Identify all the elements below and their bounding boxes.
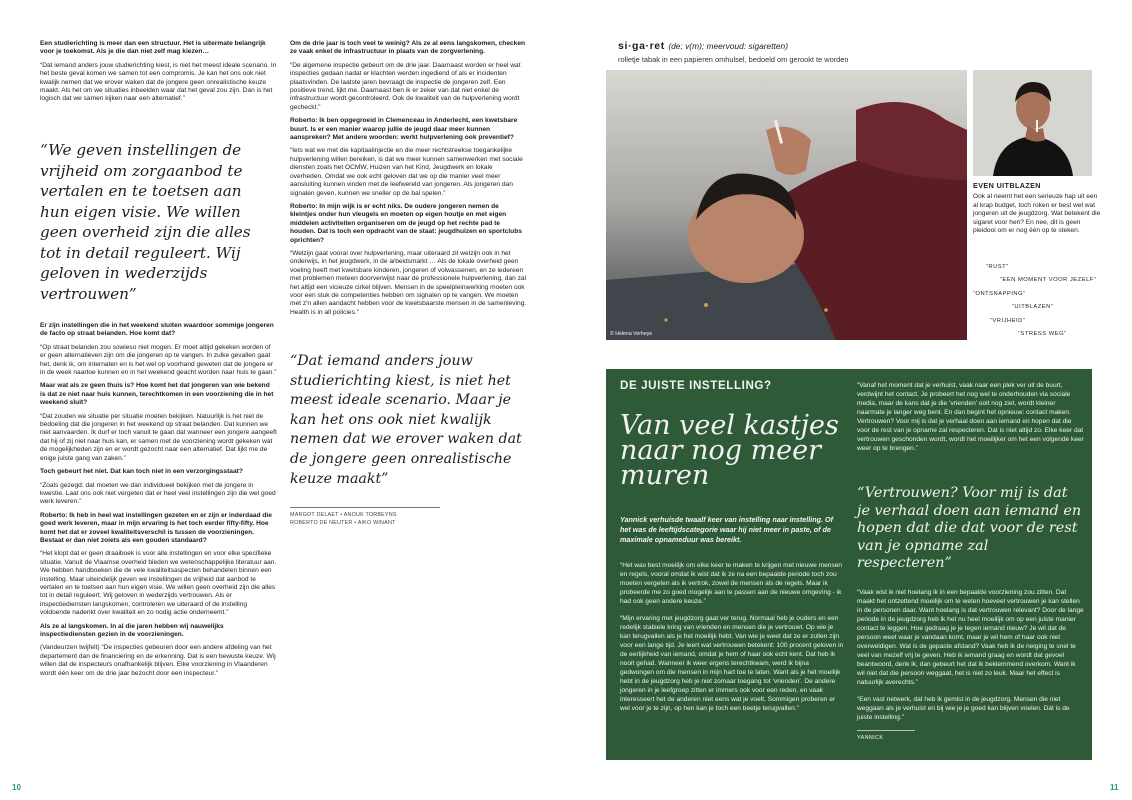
answer-no-home: “Dat zouden we situatie per situatie moeten bekijken. Natuurlijk is het niet de bedoeling dat die jongeren in het weekend op straat belanden. Dat kunnen we niet aanvaarden. Ik durf er toch vanuit te gaan dat wanneer een jongere aangeeft dat hij of zij niet naar huis kan, er samen met de voorziening wordt gekeken wat de mogelijkheden zijn en er wordt gezocht naar een alternatief. Dat lijkt me de enige juiste gang van zaken.” (40, 412, 277, 462)
green-box-yannick (606, 369, 1092, 760)
question-quality: Roberto: Ik heb in heel wat instellingen gezeten en er zijn er inderdaad die goed werk leveren, maar in mijn ervaring is het toch eerder fifty-fifty. Hoe komt het dat er zoveel kwaliteitsverschil is tussen de voorzieningen. Bestaat er dan niet zoiets als een gouden standaard? (40, 511, 272, 544)
green-paragraph-2: “Mijn ervaring met jeugdzorg gaat ver terug. Normaal heb je ouders en een redelijk stabiele kring van vrienden en mensen die je vertrouwt. Op wie je kan terugvallen als je het moeilijk hebt. Van wie je weet dat ze er zullen zijn voor een lange tijd. Je leert wat vertrouwen betekent: 100 procent geloven in de eerlijkheid van iemand, omdat je hem of haar ook echt kent. Dat heb ik nooit gehad. Wanneer ik weer ergens terechtkwam, werd ik bijna gedwongen om die mensen in mijn hart toe te laten. Want als je het moeilijk hebt in de jeugdzorg heb je niet zomaar toegang tot ‘vrienden’. De andere jongeren in je leefgroep zitten er immers ook voor een reden, en vaak interesseert het de anderen niet eens wat je voelt. Sommigen proberen er wel voor je te zijn, op hen kan je toch een beetje terugvallen.” (620, 615, 844, 712)
tag-ontsnapping: “ONTSNAPPING” (973, 291, 1026, 297)
author-credits (290, 507, 440, 527)
credits-line-1: MARGOT DELAET • ANOUK TORBEYNS (290, 512, 397, 518)
headword-grammar: (de; v(m); meervoud: sigaretten) (668, 41, 788, 51)
green-box-title: Van veel kastjes naar nog meer muren (620, 410, 839, 491)
sidebar-text: Ook al neemt het een serieuze hap uit een al krap budget, toch roken er best wel wat jongeren uit de jeugdzorg. Wat betekent die sigaret voor hen? En nee, dit is geen pleidooi om er nog één op te steken. (973, 193, 1101, 235)
pull-quote-study-choice: “Dat iemand anders jouw studierichting kiest, is niet het meest ideale scenario. Maar je kan het ons ook niet kwalijk nemen dat we erover waken dat de jongere geen onrealistische keuze maakt” (290, 353, 522, 487)
tag-moment: “EEN MOMENT VOOR JEZELF” (1000, 277, 1097, 283)
sidebar-heading: EVEN UITBLAZEN (973, 181, 1041, 190)
question-no-home: Maar wat als ze geen thuis is? Hoe komt het dat jongeren van wie bekend is dat ze niet naar huis kunnen, terechtkomen in een voorziening die in het weekend sluit? (40, 382, 274, 407)
dictionary-definition: rolletje tabak in een papieren omhulsel, bedoeld om gerookt te worden (618, 55, 849, 64)
question-neighbourhood: Roberto: In mijn wijk is er echt niks. De oudere jongeren nemen de kleintjes onder hun vleugels en moeten op eigen houtje en met eigen middelen activiteiten organiseren om de jeugd op het rechte pad te houden. Dat is toch een opdracht van de staat: jeugdhuizen en sportclubs oprichten? (290, 202, 522, 244)
intro-question: Een studierichting is meer dan een structuur. Het is uitermate belangrijk voor je toekomst. Als je die dan niet zelf mag kiezen… (40, 40, 266, 56)
headword: si·ga·ret (618, 40, 665, 52)
answer-preventive: “Iets wat we met die kapitaalinjectie en die meer rechtstreekse toegankelijke hulpverlening willen bereiken, is dat we meer kunnen samenwerken met sociale diensten zoals het OCMW, Huizen van het Kind, Jeugdwerk en lokale overheden. Omdat we ook echt geloven dat we op die manier veel meer aansluiting kunnen vinden met de leefwereld van jongeren. Als jongeren dan signalen geven, kunnen we sneller op de bal spelen.” (290, 147, 523, 197)
photo-man-smoking-portrait (973, 70, 1092, 176)
pull-quote-freedom: “We geven instellingen de vrijheid om zorgaanbod te vertalen en te toetsen aan hun eigen visie. We willen geen overheid zijn die alles tot in detail reguleert. Wij geloven in wederzijds vertrouwen” (40, 141, 251, 303)
green-paragraph-5: “Een vast netwerk, dat heb ik gemist in de jeugdzorg. Mensen die niet weggaan als je verhuist en bij wie je je goed kan blijven voelen. Dát is de juiste instelling.” (857, 696, 1070, 721)
question-three-years: Om de drie jaar is toch veel te weinig? Als ze al eens langskomen, checken ze vaak enkel de infrastructuur in plaats van de zorgverlening. (290, 40, 526, 56)
green-box-column-2-bottom (857, 588, 1085, 743)
photo-side-illustration (973, 70, 1092, 176)
green-box-kicker: DE JUISTE INSTELLING? (620, 379, 772, 392)
left-column-1 (40, 40, 277, 109)
left-column-1-lower (40, 322, 277, 683)
green-paragraph-3: “Vanaf het moment dat je verhuist, vaak naar een plek ver uit de buurt, verdwijnt het contact. Je probeert het nog wel te onderhouden via sociale media, maar de kans dat je die ‘vrienden’ ooit nog ziet, wordt kleiner naarmate je langer weg bent. En dan begint het opnieuw: contact maken. Vertrouwen? Voor mij is dat je verhaal doen aan iemand en hopen dat die voor de rest van je opname zal respecteren. Dat is niet altijd zo. Elke keer dat vertrouwen geschonden wordt, wordt het moeilijker om het een volgende keer weer op te brengen.” (857, 382, 1084, 452)
green-pull-quote: “Vertrouwen? Voor mij is dat je verhaal doen aan iemand en hopen dat die dat voor de rest van je opname zal respecteren” (857, 485, 1082, 572)
green-paragraph-4: “Vaak wist ik niet hoelang ik in een bepaalde voorziening zou zitten. Dat maakt het ontzettend moeilijk om te weten hoeveel vertrouwen je kan stellen in de personen daar. Want hoelang is dat vertrouwen relevant? Door de lange periode in de jeugdzorg heb ik het nu heel moeilijk om op een juiste manier contact te leggen. Hoe gedraag je je tegen iemand nieuw? Je wil dat de persoon weet waar je vandaan komt, maar je wil hem of haar ook niet overweldigen. Wat is de gepaste afstand? Vaak heb ik de neiging te snel te veel van mezelf vrij te geven. Heb ik iemand graag en wordt dat gevoel beantwoord, denk ik, dan gebeurt het dat ik beklemmend overkom. Want ik wil niet dat die persoon weggaat, het is niet zo leuk. Maar het effect is natuurlijk averechts.” (857, 589, 1084, 686)
green-box-column-1 (620, 561, 844, 721)
answer-welfare-state: “Zoals gezegd: dat moeten we dan individueel bekijken met de jongere in kwestie. Laat ons ook niet vergeten dat er heel veel instellingen zijn die wel goed werk leveren.” (40, 481, 276, 506)
page-number-right: 11 (1110, 783, 1119, 792)
green-box-column-2-top (857, 381, 1085, 461)
tag-rust: “RUST” (986, 264, 1009, 270)
question-weekend: Er zijn instellingen die in het weekend sluiten waardoor sommige jongeren de facto op straat belanden. Hoe komt dat? (40, 322, 274, 338)
green-paragraph-1: “Het was best moeilijk om elke keer te maken te krijgen met nieuwe mensen en regels, vooral omdat ik wist dat ik ze na een bepaalde periode toch zou moeten vergeten als ik vertrok, zowel de mensen als de regels. Maar ik probeerde me zo goed mogelijk aan te passen aan de nieuwe omgeving - ik had ook geen andere keuze.” (620, 562, 843, 605)
answer-quality: “Het klopt dat er geen draaiboek is voor alle instellingen en voor elke specifieke situatie. Vanuit de Vlaamse overheid bieden we wetenschappelijke literatuur aan. We hebben handboeken die de vele kwaliteitsaspecten behandelen binnen een instelling. Maar uiteindelijk geven we instellingen de vrijheid dat aanbod te vertalen en te toetsen aan hun eigen visie. We willen geen overheid zijn die alles tot in detail reguleert. Wij geloven in wederzijds vertrouwen. Als er inspectiediensten langskomen, controleren we uiteraard of de instelling voldoende nadenkt over kwaliteit en zo nodig actie onderneemt.” (40, 550, 277, 617)
answer-neighbourhood: “Welzijn gaat vooral over hulpverlening, maar uiteraard zit welzijn ook in het onderwijs, in het jeugdwerk, in de arbeidsmarkt … Als de lokale overheid geen voeling heeft met kwetsbare kinderen, jongeren of volwassenen, en ze iedereen met problemen meteen doorverwijst naar de professionele hulpverlening, dan zal het altijd een vicieuze cirkel blijven. Mensen in de speelpleinwerking moeten ook voor een stuk de competenties hebben om signalen op te vangen. We moeten met z'n allen aandacht hebben voor de kwetsbaarste mensen in de samenleving. Health is in all policies.” (290, 249, 527, 316)
answer-weekend: “Op straat belanden zou sowieso niet mogen. Er moet altijd gekeken worden of er geen alternatieven zijn om die jongeren op te vangen. In zulke gevallen gaat het, denk ik, om internaten en is het wel op voorhand geweten dat de jongere er in de week naartoe kunnen en in het weekend geacht worden naar huis te gaan.” (40, 343, 277, 377)
tag-stress: “STRESS WEG” (1018, 331, 1067, 337)
answer-inspection: (Vandeurzen twijfelt) “De inspecties gebeuren door een andere afdeling van het departement dan de financiering en de erkenning. Dat is een bewuste keuze. Wij willen dat de inspecteurs onafhankelijk blijven. Elke voorziening in Vlaanderen wordt één keer om de drie jaar bezocht door een inspecteur.” (40, 644, 276, 677)
intro-answer: “Dat iemand anders jouw studierichting kiest, is niet het meest ideale scenario. In het beste geval komen we samen tot een compromis. Je kan het ons ook niet kwalijk nemen dat we erover waken dat de jongere geen onrealistische keuze maakt. Als het om we situaties inbeelden waar dat het geval zou zijn. Dan is het logisch dat we samen kijken naar een alternatief.” (40, 61, 277, 103)
green-signature: YANNICK (857, 730, 915, 743)
tag-uitblazen: “UITBLAZEN” (1012, 304, 1054, 310)
question-inspection: Als ze al langskomen. In al die jaren hebben wij nauwelijks inspectiediensten gezien in de voorzieningen. (40, 622, 224, 638)
answer-three-years: “De algemene inspectie gebeurt om de drie jaar. Daarnaast worden er heel wat inspecties gedaan nadat er klachten werden ingediend of als er incidenten plaatsvinden. De laatste jaren bevraagt de inspectie de jongeren zelf. Een positieve trend, lijkt me. Daarnaast ben ik er zeker van dat niet enkel de infrastructuur wordt gecontroleerd. Ook de kwaliteit van de hulpverlening wordt gecheckt.” (290, 61, 521, 111)
credits-line-2: ROBERTO DE NEUTER • AIKO WINANT (290, 520, 396, 526)
dictionary-headword (618, 40, 788, 52)
photo-credit: © Helena Verheye (610, 331, 653, 337)
photo-main-illustration (606, 70, 967, 340)
left-column-2 (290, 40, 527, 322)
question-welfare-state: Toch gebeurt het niet. Dat kan toch niet in een verzorgingsstaat? (40, 468, 243, 476)
tag-vrijheid: “VRIJHEID” (990, 318, 1026, 324)
photo-man-smoking-lying (606, 70, 967, 340)
question-preventive: Roberto: Ik ben opgegroeid in Clemenceau in Anderlecht, een kwetsbare buurt. Is er een manier waarop jullie de jeugd daar meer kunnen aanspreken? Met andere woorden: werkt hulpverlening ook preventief? (290, 117, 518, 142)
green-box-intro: Yannick verhuisde twaalf keer van instelling naar instelling. Of het was de leeftijdscategorie waar hij niet meer in paste, of de maximale opnameduur was bereikt. (620, 515, 834, 544)
page-number-left: 10 (12, 783, 21, 792)
